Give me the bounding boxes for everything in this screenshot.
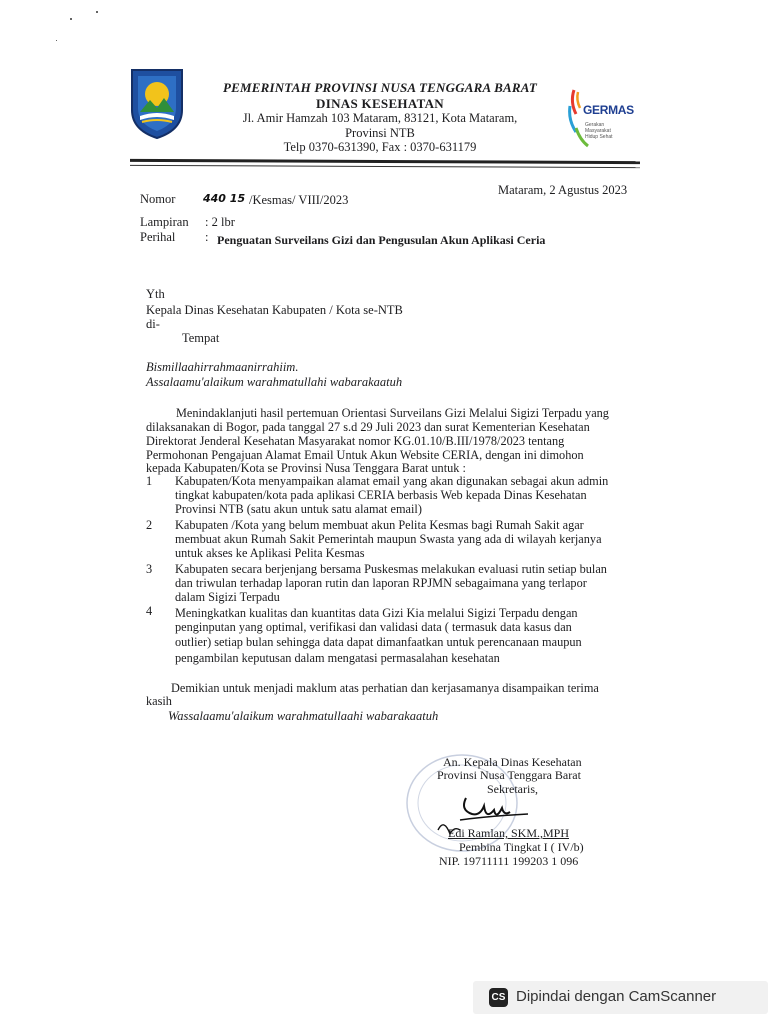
nomor-value: /Kesmas/ VIII/2023 bbox=[249, 193, 349, 207]
list-item-line: untuk akses ke Aplikasi Pelita Kesmas bbox=[175, 546, 365, 560]
perihal-value: Penguatan Surveilans Gizi dan Pengusulan Akun Aplikasi Ceria bbox=[217, 233, 546, 247]
address-line-2: Provinsi NTB bbox=[345, 126, 415, 140]
list-item-line: dan triwulan terhadap laporan rutin dan laporan RPJMN sebagaimana yang terlapor bbox=[175, 576, 587, 590]
closing-line: kasih bbox=[146, 694, 172, 708]
office-name: DINAS KESEHATAN bbox=[316, 96, 444, 111]
closing-line: Demikian untuk menjadi maklum atas perhatian dan kerjasamanya disampaikan terima bbox=[171, 681, 599, 695]
germas-wordmark: GERMAS bbox=[583, 103, 634, 117]
list-item-number: 2 bbox=[146, 518, 153, 532]
recipient-line: Kepala Dinas Kesehatan Kabupaten / Kota se-NTB bbox=[146, 303, 403, 317]
camscanner-icon: CS bbox=[489, 988, 508, 1007]
paragraph-line: Menindaklanjuti hasil pertemuan Orientasi Surveilans Gizi Melalui Sigizi Terpadu yang bbox=[176, 406, 609, 420]
list-item-line: pengambilan keputusan dalam mengatasi permasalahan kesehatan bbox=[175, 651, 500, 665]
letterhead-rule-thick bbox=[130, 159, 640, 164]
list-item-line: Provinsi NTB (satu akun untuk satu alamat email) bbox=[175, 502, 422, 516]
address-line-1: Jl. Amir Hamzah 103 Mataram, 83121, Kota Mataram, bbox=[242, 111, 518, 125]
list-item-line: dalam Sigizi Terpadu bbox=[175, 590, 280, 604]
list-item-line: membuat akun Rumah Sakit Pemerintah maupun Swasta yang ada di wilayah kerjanya bbox=[175, 532, 602, 546]
list-item-line: Kabupaten secara berjenjang bersama Puskesmas melakukan evaluasi rutin setiap bulan bbox=[175, 562, 607, 576]
scan-speck bbox=[56, 40, 57, 41]
provincial-emblem-logo bbox=[128, 66, 186, 140]
scan-speck bbox=[70, 18, 72, 20]
list-item-line: outlier) setiap bulan sehingga data dapat dimanfaatkan untuk perencanaan maupun bbox=[175, 635, 582, 649]
recipient-di: di- bbox=[146, 317, 160, 331]
scanner-badge-text: Dipindai dengan CamScanner bbox=[516, 988, 717, 1005]
signatory-rank: Pembina Tingkat I ( IV/b) bbox=[459, 840, 584, 854]
letter-date: Mataram, 2 Agustus 2023 bbox=[498, 183, 628, 197]
list-item-line: penginputan yang optimal, verifikasi dan validasi data ( termasuk data kasus dan bbox=[175, 620, 572, 634]
closing-salam: Wassalaamu'alaikum warahmatullaahi wabarakaatuh bbox=[168, 709, 439, 723]
signature-role: Sekretaris, bbox=[487, 782, 538, 796]
signature-province: Provinsi Nusa Tenggara Barat bbox=[437, 768, 581, 782]
lampiran-value: : 2 lbr bbox=[205, 215, 235, 229]
germas-logo bbox=[562, 84, 622, 154]
paragraph-line: Direktorat Jenderal Kesehatan Masyarakat nomor KG.01.10/B.III/1978/2023 tentang bbox=[146, 434, 565, 448]
paragraph-line: Permohonan Pengajuan Alamat Email Untuk Akun Website CERIA, dengan ini dimohon bbox=[146, 448, 584, 462]
recipient-yth: Yth bbox=[146, 287, 165, 301]
phone-fax: Telp 0370-631390, Fax : 0370-631179 bbox=[283, 140, 477, 154]
paragraph-line: dilaksanakan di Bogor, pada tanggal 27 s.d 29 Juli 2023 dan surat Kementerian Kesehatan bbox=[146, 420, 590, 434]
signature-an: An. Kepala Dinas Kesehatan bbox=[443, 755, 582, 769]
nomor-label: Nomor bbox=[140, 192, 176, 206]
list-item-line: Kabupaten /Kota yang belum membuat akun Pelita Kesmas bagi Rumah Sakit agar bbox=[175, 518, 584, 532]
scan-speck bbox=[96, 11, 98, 13]
signatory-nip: NIP. 19711111 199203 1 096 bbox=[439, 854, 579, 868]
list-item-number: 3 bbox=[146, 562, 153, 576]
nomor-handwritten: 440 15 bbox=[203, 192, 246, 205]
government-name: PEMERINTAH PROVINSI NUSA TENGGARA BARAT bbox=[222, 80, 538, 95]
signatory-name: Edi Ramlan, SKM.,MPH bbox=[448, 826, 570, 840]
bismillah: Bismillaahirrahmaanirrahiim. bbox=[146, 360, 299, 374]
list-item-number: 4 bbox=[146, 604, 153, 618]
germas-subtitle: Gerakan Masyarakat Hidup Sehat bbox=[585, 122, 613, 140]
perihal-label: Perihal bbox=[140, 230, 176, 244]
paragraph-line: kepada Kabupaten/Kota se Provinsi Nusa Tenggara Barat untuk : bbox=[146, 461, 466, 475]
lampiran-label: Lampiran bbox=[140, 215, 189, 229]
recipient-tempat: Tempat bbox=[182, 331, 220, 345]
list-item-number: 1 bbox=[146, 474, 153, 488]
perihal-colon: : bbox=[205, 230, 209, 244]
opening-salam: Assalaamu'alaikum warahmatullahi wabarakaatuh bbox=[146, 375, 403, 389]
list-item-line: Meningkatkan kualitas dan kuantitas data Gizi Kia melalui Sigizi Terpadu dengan bbox=[175, 606, 578, 620]
list-item-line: tingkat kabupaten/kota pada aplikasi CERIA berbasis Web kepada Dinas Kesehatan bbox=[175, 488, 587, 502]
list-item-line: Kabupaten/Kota menyampaikan alamat email yang akan digunakan sebagai akun admin bbox=[175, 474, 609, 488]
letterhead-rule-thin bbox=[130, 165, 640, 168]
